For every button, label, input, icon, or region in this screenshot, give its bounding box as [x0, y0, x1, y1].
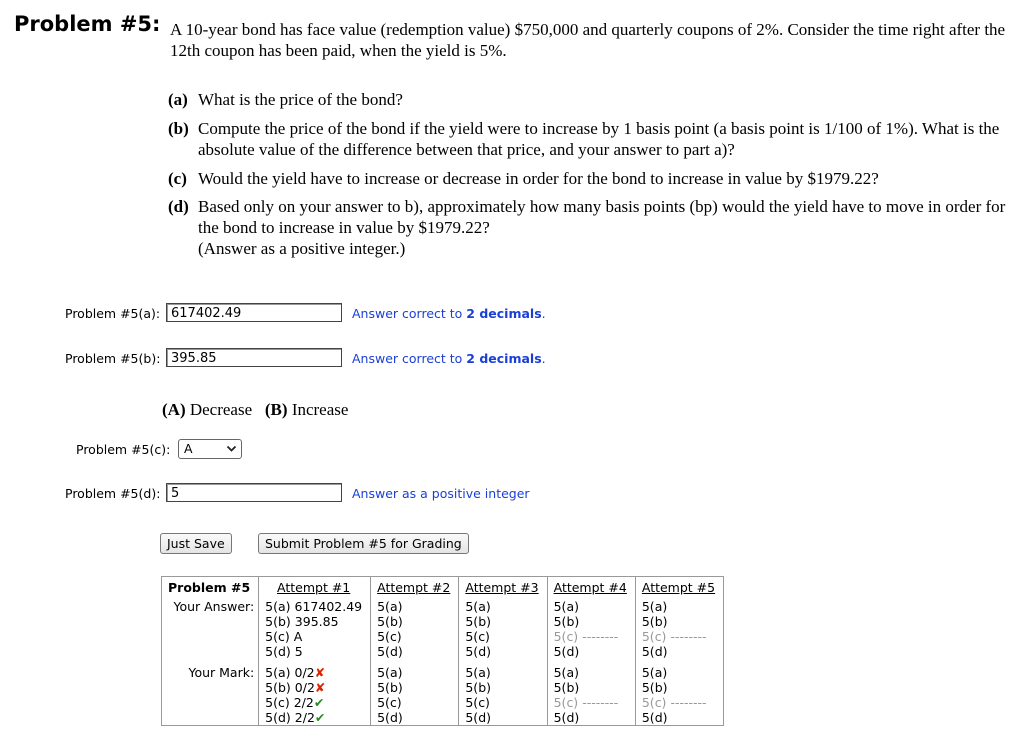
attempt-1-mark-b-text: 5(b) 0/2 [265, 680, 315, 695]
attempt-1-mark-d [265, 710, 362, 725]
attempt-3-answer-a: 5(a) [465, 599, 491, 614]
answer-d-input[interactable]: 5 [166, 483, 342, 502]
submit-button[interactable]: Submit Problem #5 for Grading [258, 533, 469, 554]
attempt-2-mark-a: 5(a) [377, 665, 403, 680]
attempt-3-answer-b: 5(b) [465, 614, 492, 629]
attempt-5-answer-c-label: 5(c) [641, 629, 667, 644]
attempt-4-mark-c-dashes: -------- [582, 695, 619, 710]
attempt-5-mark-a: 5(a) [641, 665, 668, 680]
part-d-text-wrap [198, 196, 1014, 259]
attempt-5-mark-d: 5(d) [641, 710, 668, 725]
attempt-3-mark-b: 5(b) [465, 680, 492, 695]
problem-statement: A 10-year bond has face value (redemption value) $750,000 and quarterly coupons of 2%. Consider the time right after the 12th coupon has been paid, when the yield is 5%. [170, 20, 1006, 60]
part-b-text: Compute the price of the bond if the yield were to increase by 1 basis point (a basis point is 1/100 of 1%). What is the absolute value of the difference between that price, and your answer to part a)? [198, 119, 1000, 159]
attempt-4-mark-c-label: 5(c) [553, 695, 579, 710]
attempt-5-marks [635, 659, 723, 726]
cross-mark-icon: ✘ [314, 665, 326, 680]
attempt-3-answer-c: 5(c) [465, 629, 490, 644]
choice-list [162, 400, 348, 420]
your-mark-label: Your Mark: [188, 665, 255, 680]
attempt-1-answer-a: 5(a) 617402.49 [265, 599, 363, 614]
part-d-note: (Answer as a positive integer.) [198, 239, 406, 258]
answer-b-hint-suffix: . [541, 351, 546, 366]
attempt-5-mark-c-dashes: -------- [670, 695, 707, 710]
attempts-corner: Problem #5 [162, 577, 259, 599]
attempt-4-answer-c [554, 629, 627, 644]
answer-a-label: Problem #5(a): [65, 306, 161, 321]
your-mark-row [162, 659, 724, 726]
part-c-text: Would the yield have to increase or decrease in order for the bond to increase in value by $1979.22? [198, 169, 879, 188]
attempt-4-mark-d: 5(d) [553, 710, 580, 725]
answer-b-hint-prefix: Answer correct to [352, 351, 467, 366]
attempt-4-answer-c-dashes: -------- [582, 629, 619, 644]
problem-title: Problem #5: [14, 12, 161, 36]
attempt-1-mark-b [265, 680, 362, 695]
answer-c-select[interactable] [178, 439, 242, 459]
answer-b-input[interactable]: 395.85 [166, 348, 342, 367]
attempt-4-answer-a: 5(a) [553, 599, 579, 614]
attempt-4-answer-c-label: 5(c) [553, 629, 579, 644]
attempt-4-marks [547, 659, 635, 726]
attempt-4-mark-a: 5(a) [553, 665, 579, 680]
attempt-2-mark-c: 5(c) [377, 695, 402, 710]
answer-a-hint-suffix: . [541, 306, 546, 321]
attempt-2-answer-a: 5(a) [377, 599, 403, 614]
part-a-label: (a) [168, 90, 188, 109]
attempts-header-row [162, 577, 724, 599]
attempt-1-header[interactable]: Attempt #1 [259, 577, 371, 599]
part-b [168, 118, 1016, 160]
attempt-3-mark-d: 5(d) [465, 710, 492, 725]
attempt-3-header[interactable]: Attempt #3 [459, 577, 547, 599]
attempt-3-marks [459, 659, 547, 726]
attempt-5-answer-c [642, 629, 715, 644]
your-answer-row [162, 598, 724, 659]
attempt-4-answers [547, 598, 635, 659]
part-d-text: Based only on your answer to b), approximately how many basis points (bp) would the yield have to move in order for the bond to increase in value by $1979.22? [198, 197, 1006, 237]
attempt-5-mark-c-label: 5(c) [641, 695, 667, 710]
answer-b-hint-bold: 2 decimals [466, 351, 542, 366]
attempt-5-header[interactable]: Attempt #5 [635, 577, 723, 599]
attempt-2-answers [371, 598, 459, 659]
answer-b-hint [352, 351, 546, 366]
attempts-table [161, 576, 724, 726]
attempt-3-answer-d: 5(d) [465, 644, 492, 659]
attempt-5-mark-c [642, 695, 715, 710]
cross-mark-icon: ✘ [314, 680, 326, 695]
answer-c-label: Problem #5(c): [76, 442, 171, 457]
your-answer-label: Your Answer: [173, 599, 255, 614]
check-mark-icon: ✔ [314, 710, 326, 725]
attempt-1-mark-c [265, 695, 362, 710]
attempt-2-answer-c: 5(c) [377, 629, 402, 644]
attempt-5-answer-d: 5(d) [641, 644, 668, 659]
attempt-2-answer-b: 5(b) [377, 614, 403, 629]
part-a-text: What is the price of the bond? [198, 90, 403, 109]
attempt-3-answers [459, 598, 547, 659]
part-d-label: (d) [168, 197, 189, 216]
choice-b-text: Increase [291, 400, 349, 419]
attempt-4-mark-b: 5(b) [553, 680, 580, 695]
attempt-4-mark-c [554, 695, 627, 710]
attempt-5-answer-c-dashes: -------- [670, 629, 707, 644]
attempt-5-answer-b: 5(b) [641, 614, 668, 629]
attempt-2-mark-d: 5(d) [377, 710, 403, 725]
attempt-2-marks [371, 659, 459, 726]
answer-a-hint-prefix: Answer correct to [352, 306, 467, 321]
attempt-1-mark-a [265, 665, 362, 680]
check-mark-icon: ✔ [313, 695, 325, 710]
attempt-4-answer-d: 5(d) [553, 644, 580, 659]
part-c-label: (c) [168, 169, 187, 188]
part-a [168, 89, 403, 110]
just-save-button[interactable]: Just Save [160, 533, 232, 554]
choice-b-label: (B) [264, 400, 288, 419]
attempt-1-answer-c: 5(c) A [265, 629, 303, 644]
answer-a-hint [352, 306, 546, 321]
attempt-2-mark-b: 5(b) [377, 680, 403, 695]
part-c [168, 168, 879, 189]
attempt-3-mark-c: 5(c) [465, 695, 490, 710]
attempt-4-header[interactable]: Attempt #4 [547, 577, 635, 599]
answer-a-input[interactable]: 617402.49 [166, 303, 342, 322]
part-d [168, 196, 1016, 259]
attempt-3-mark-a: 5(a) [465, 665, 491, 680]
answer-a-hint-bold: 2 decimals [466, 306, 542, 321]
attempt-5-answer-a: 5(a) [641, 599, 668, 614]
attempt-5-mark-b: 5(b) [641, 680, 668, 695]
attempt-1-answers [259, 598, 371, 659]
attempt-2-header[interactable]: Attempt #2 [371, 577, 459, 599]
part-b-label: (b) [168, 119, 189, 138]
chevron-down-icon [226, 443, 237, 454]
attempt-2-answer-d: 5(d) [377, 644, 403, 659]
choice-a-label: (A) [162, 400, 186, 419]
attempt-1-answer-d: 5(d) 5 [265, 644, 303, 659]
answer-b-label: Problem #5(b): [65, 351, 161, 366]
answer-d-hint: Answer as a positive integer [352, 486, 530, 501]
choice-a-text: Decrease [189, 400, 253, 419]
attempt-1-marks [259, 659, 371, 726]
attempt-1-answer-b: 5(b) 395.85 [265, 614, 339, 629]
attempt-5-answers [635, 598, 723, 659]
attempt-1-mark-a-text: 5(a) 0/2 [265, 665, 315, 680]
attempt-1-mark-d-text: 5(d) 2/2 [265, 710, 315, 725]
attempt-1-mark-c-text: 5(c) 2/2 [265, 695, 314, 710]
answer-d-label: Problem #5(d): [65, 486, 161, 501]
answer-c-selected: A [184, 441, 193, 456]
attempt-4-answer-b: 5(b) [553, 614, 580, 629]
